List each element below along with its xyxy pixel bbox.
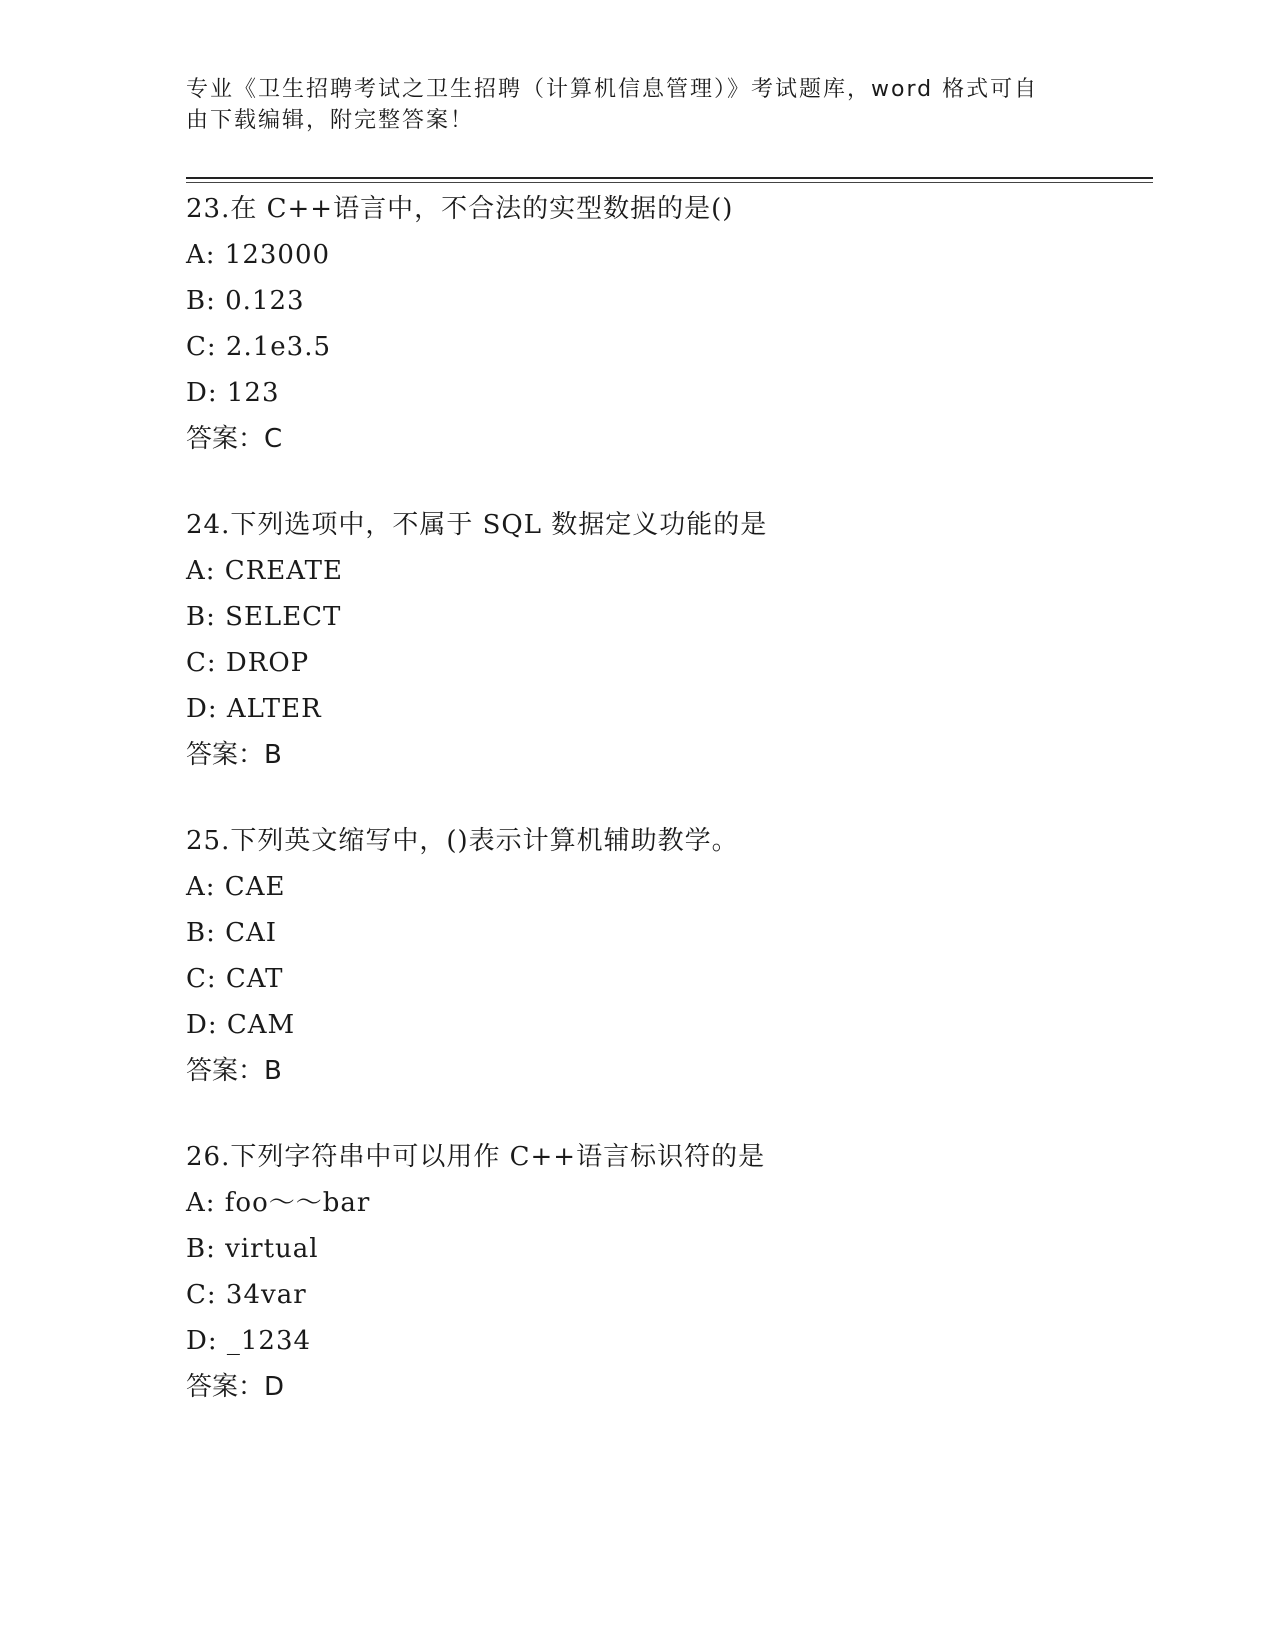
- question-23: [186, 186, 1146, 462]
- question-title: 26.下列字符串中可以用作 C++语言标识符的是: [186, 1142, 766, 1172]
- question-title: 25.下列英文缩写中，()表示计算机辅助教学。: [186, 826, 739, 856]
- question-26: [186, 1134, 1146, 1410]
- option-b: B: virtual: [186, 1234, 319, 1264]
- answer-label: 答案：B: [186, 740, 282, 770]
- option-c: C: 2.1e3.5: [186, 332, 332, 362]
- option-a: A: CAE: [186, 872, 286, 902]
- option-b: B: SELECT: [186, 602, 342, 632]
- answer-label: 答案：D: [186, 1372, 285, 1402]
- option-a: A: foo～～bar: [186, 1188, 371, 1218]
- option-c: C: 34var: [186, 1280, 307, 1310]
- option-a: A: CREATE: [186, 556, 343, 586]
- option-b: B: CAI: [186, 918, 278, 948]
- document-header: [186, 74, 1086, 136]
- question-25: [186, 818, 1146, 1094]
- question-24: [186, 502, 1146, 778]
- option-c: C: DROP: [186, 648, 310, 678]
- option-d: D: CAM: [186, 1010, 296, 1040]
- answer-label: 答案：C: [186, 424, 283, 454]
- question-title: 24.下列选项中，不属于 SQL 数据定义功能的是: [186, 510, 768, 540]
- header-line-1: 专业《卫生招聘考试之卫生招聘（计算机信息管理）》考试题库，word 格式可自: [186, 77, 1039, 102]
- option-b: B: 0.123: [186, 286, 305, 316]
- header-divider-thin: [186, 182, 1153, 183]
- option-c: C: CAT: [186, 964, 284, 994]
- option-d: D: _1234: [186, 1326, 312, 1356]
- option-d: D: ALTER: [186, 694, 322, 724]
- question-title: 23.在 C++语言中，不合法的实型数据的是(): [186, 194, 734, 224]
- header-line-2: 由下载编辑，附完整答案！: [186, 108, 475, 133]
- option-d: D: 123: [186, 378, 280, 408]
- answer-label: 答案：B: [186, 1056, 282, 1086]
- option-a: A: 123000: [186, 240, 331, 270]
- header-divider-thick: [186, 177, 1153, 179]
